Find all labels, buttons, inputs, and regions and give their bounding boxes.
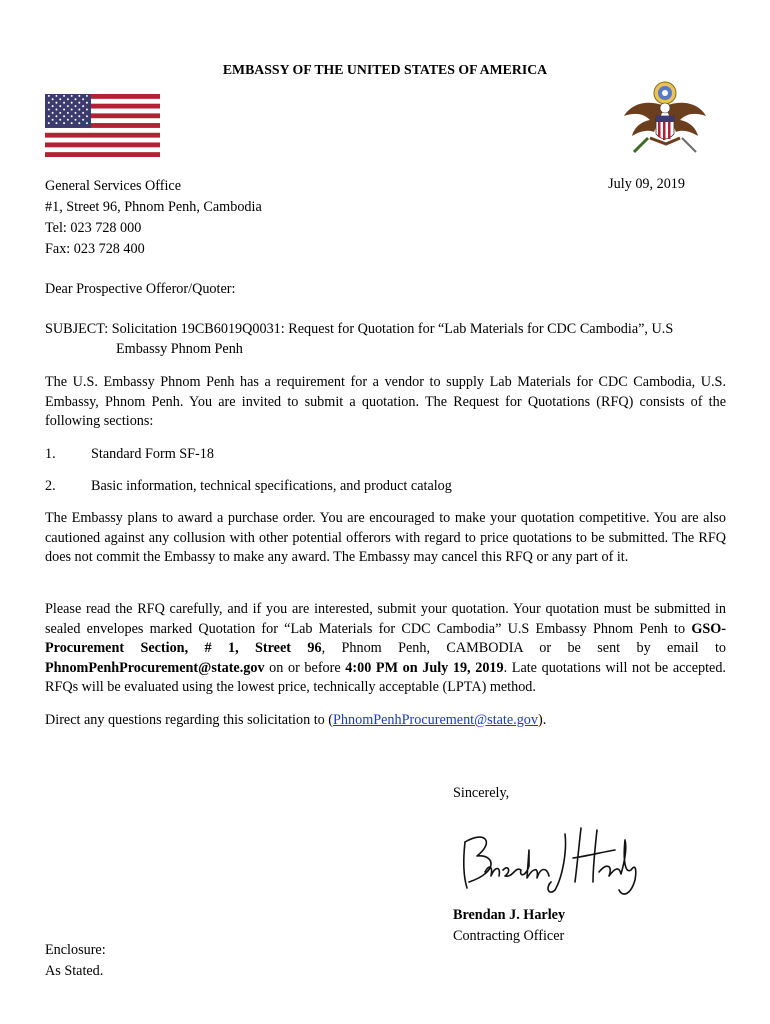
flag-star bbox=[67, 105, 69, 107]
submission-text: Please read the RFQ carefully, and if you are interested, submit your quotation. Your quotation must be submitted in sealed envelopes marked Quotation for “Lab Materials for CDC Cambodia” U.S Embassy Phnom Penh to bbox=[45, 601, 726, 637]
list-item-number: 2. bbox=[45, 478, 56, 494]
flag-star bbox=[67, 112, 69, 114]
flag-star bbox=[71, 108, 73, 110]
handwritten-signature bbox=[455, 820, 650, 905]
flag-star bbox=[55, 108, 57, 110]
list-item-number: 1. bbox=[45, 446, 56, 462]
signer-name: Brendan J. Harley bbox=[453, 907, 566, 923]
sender-office: General Services Office bbox=[45, 178, 182, 194]
submission-text: , Phnom Penh, CAMBODIA or be sent by email to bbox=[321, 640, 726, 656]
flag-star bbox=[63, 95, 65, 97]
sender-street: #1, Street 96, Phnom Penh, Cambodia bbox=[45, 199, 262, 215]
subject-line-2: Embassy Phnom Penh bbox=[116, 341, 243, 357]
page-title: EMBASSY OF THE UNITED STATES OF AMERICA bbox=[222, 62, 548, 77]
procurement-email-link[interactable]: PhnomPenhProcurement@state.gov bbox=[333, 712, 538, 728]
submission-email: PhnomPenhProcurement@state.gov bbox=[45, 659, 265, 676]
flag-star bbox=[86, 108, 88, 110]
flag-star bbox=[63, 115, 65, 117]
flag-star bbox=[86, 95, 88, 97]
flag-star bbox=[63, 102, 65, 104]
list-item-text: Standard Form SF-18 bbox=[91, 446, 214, 462]
flag-star bbox=[48, 122, 50, 124]
subject-line-1: SUBJECT: Solicitation 19CB6019Q0031: Request for Quotation for “Lab Materials for CDC Cambodia”, U.S bbox=[45, 321, 674, 337]
submission-deadline: 4:00 PM on July 19, 2019 bbox=[345, 659, 504, 676]
flag-star bbox=[63, 122, 65, 124]
flag-star bbox=[48, 102, 50, 104]
us-flag-icon bbox=[45, 94, 160, 157]
list-item bbox=[45, 478, 452, 495]
flag-star bbox=[71, 102, 73, 104]
flag-star bbox=[75, 119, 77, 121]
submission-paragraph bbox=[45, 600, 726, 698]
questions-suffix: ). bbox=[538, 712, 547, 728]
submission-text: . Late quotations will not be accepted. RFQs will be evaluated using the lowest price, technically acceptable (LPTA) method. bbox=[45, 659, 726, 695]
flag-star bbox=[59, 105, 61, 107]
flag-star bbox=[75, 105, 77, 107]
flag-star bbox=[71, 122, 73, 124]
enclosure-block bbox=[45, 940, 106, 982]
closing: Sincerely, bbox=[453, 785, 510, 801]
flag-star bbox=[71, 95, 73, 97]
great-seal-eagle-icon bbox=[620, 78, 710, 160]
submission-text: on or before bbox=[264, 659, 346, 676]
sender-address bbox=[45, 176, 262, 260]
enclosure-label: Enclosure: bbox=[45, 942, 106, 958]
flag-star bbox=[82, 98, 84, 100]
flag-star bbox=[63, 108, 65, 110]
signer-block bbox=[453, 905, 565, 947]
flag-star bbox=[52, 112, 54, 114]
flag-star bbox=[71, 115, 73, 117]
flag-star bbox=[82, 105, 84, 107]
list-item bbox=[45, 446, 214, 463]
submission-address: GSO-Procurement Section, # 1, Street 96 bbox=[45, 620, 726, 656]
flag-star bbox=[52, 119, 54, 121]
flag-star bbox=[48, 108, 50, 110]
subject-line bbox=[45, 319, 735, 359]
flag-star bbox=[86, 115, 88, 117]
flag-star bbox=[67, 98, 69, 100]
signer-role: Contracting Officer bbox=[453, 928, 565, 944]
flag-star bbox=[59, 112, 61, 114]
flag-star bbox=[86, 122, 88, 124]
flag-star bbox=[59, 119, 61, 121]
list-item-text: Basic information, technical specifications, and product catalog bbox=[91, 478, 452, 494]
flag-star bbox=[78, 95, 80, 97]
flag-star bbox=[78, 115, 80, 117]
flag-star bbox=[55, 102, 57, 104]
flag-star bbox=[48, 95, 50, 97]
salutation: Dear Prospective Offeror/Quoter: bbox=[45, 281, 236, 297]
flag-star bbox=[59, 98, 61, 100]
sender-tel: Tel: 023 728 000 bbox=[45, 220, 142, 236]
flag-star bbox=[75, 112, 77, 114]
flag-star bbox=[78, 122, 80, 124]
flag-star bbox=[82, 112, 84, 114]
flag-star bbox=[55, 122, 57, 124]
enclosure-value: As Stated. bbox=[45, 963, 104, 979]
flag-star bbox=[55, 95, 57, 97]
letter-date: July 09, 2019 bbox=[608, 176, 685, 192]
flag-star bbox=[48, 115, 50, 117]
flag-star bbox=[55, 115, 57, 117]
questions-paragraph bbox=[45, 711, 726, 731]
flag-star bbox=[82, 119, 84, 121]
flag-star bbox=[86, 102, 88, 104]
flag-star bbox=[67, 119, 69, 121]
flag-star bbox=[75, 98, 77, 100]
flag-star bbox=[78, 102, 80, 104]
flag-star bbox=[52, 105, 54, 107]
award-paragraph: The Embassy plans to award a purchase order. You are encouraged to make your quotation competitive. You are also cautioned against any collusion with other potential offerors with regard to price quotations to be submitted. The RFQ does not commit the Embassy to make any award. The Embassy may cancel this RFQ or any part of it. bbox=[45, 510, 726, 565]
sender-fax: Fax: 023 728 400 bbox=[45, 241, 145, 257]
flag-star bbox=[52, 98, 54, 100]
flag-star bbox=[78, 108, 80, 110]
intro-paragraph: The U.S. Embassy Phnom Penh has a requirement for a vendor to supply Lab Materials for CDC Cambodia, U.S. Embassy, Phnom Penh. You are invited to submit a quotation. The Request for Quotations (RFQ) consists of the following sections: bbox=[45, 374, 726, 429]
questions-prefix: Direct any questions regarding this solicitation to ( bbox=[45, 712, 334, 728]
